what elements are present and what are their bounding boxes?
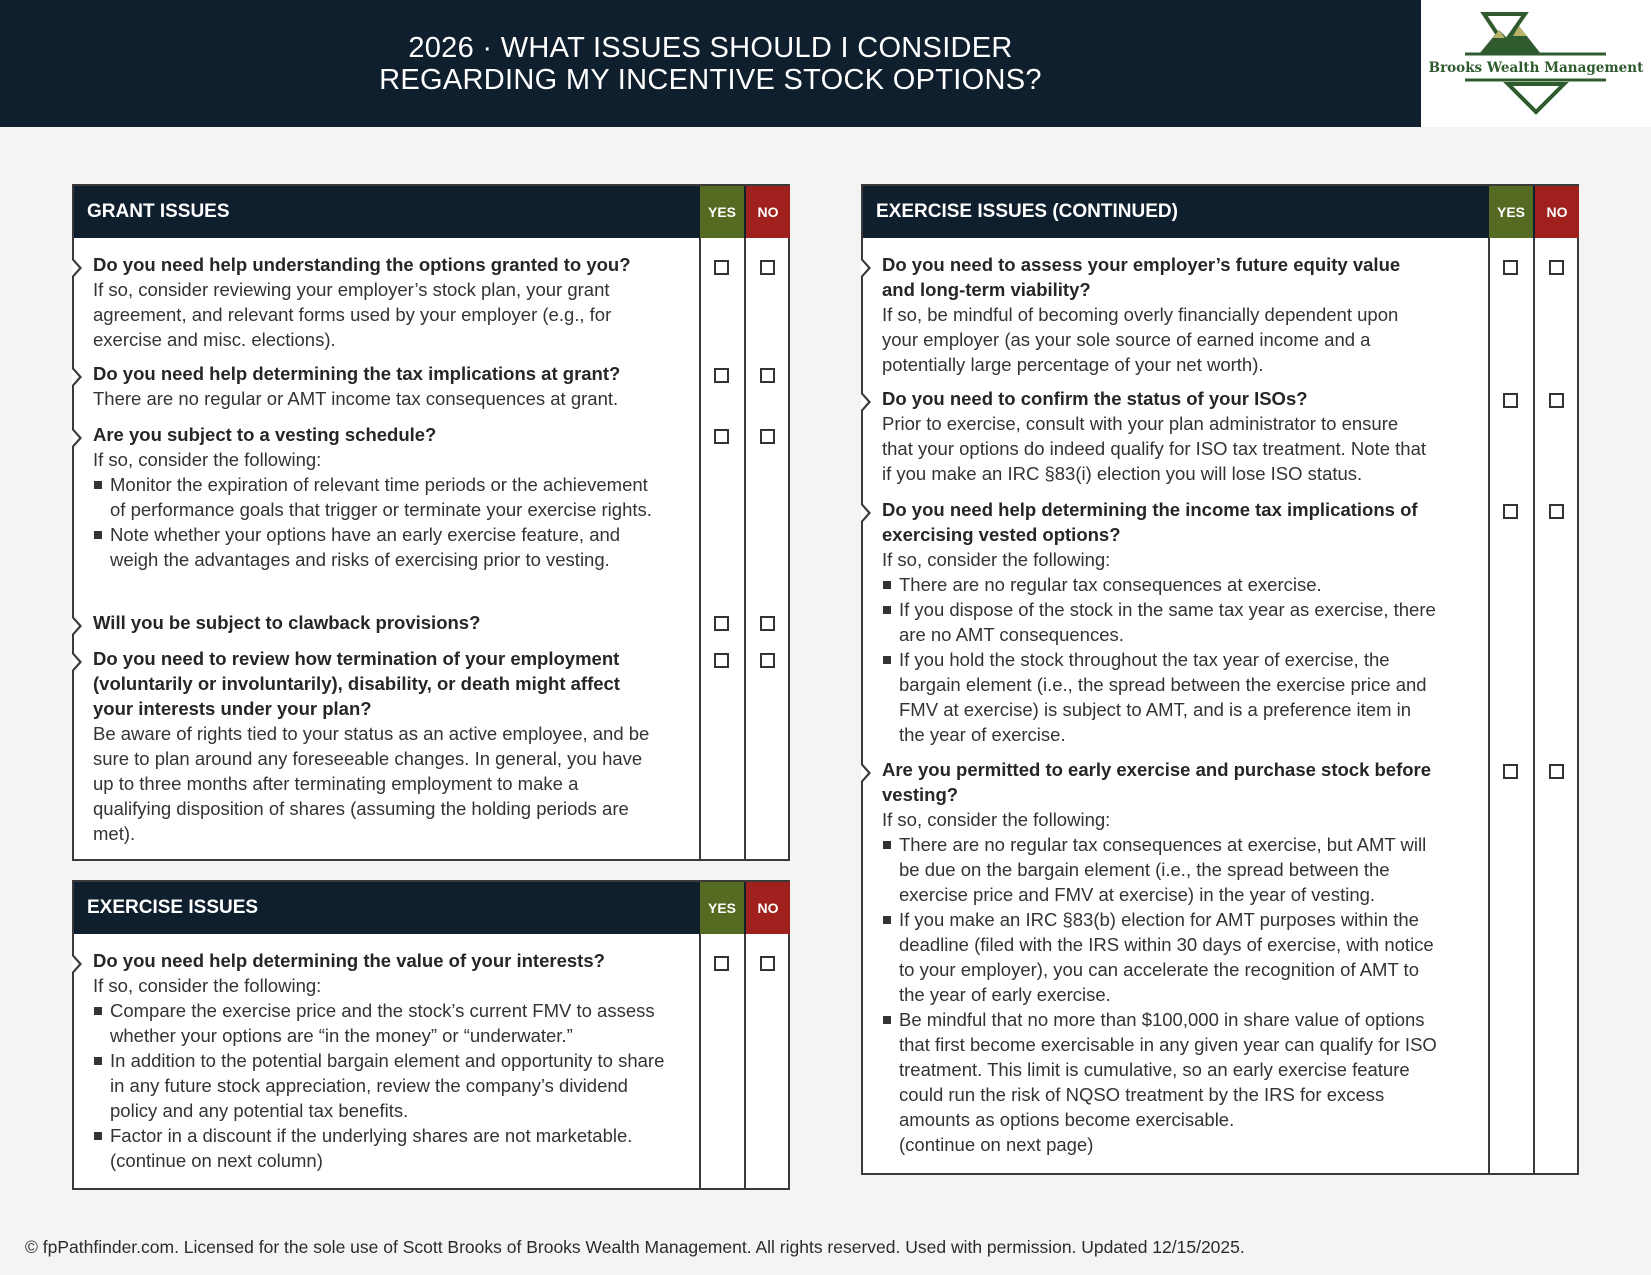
pointer-arrow-icon xyxy=(862,258,871,278)
grant-issues-title: GRANT ISSUES xyxy=(87,201,230,222)
yes-column-header: YES xyxy=(1489,186,1533,238)
yes-checkbox[interactable] xyxy=(714,260,729,275)
question-text: Are you permitted to early exercise and purchase stock before vesting? xyxy=(882,759,1432,805)
bullet-item: There are no regular tax consequences at exercise, but AMT will be due on the bargain element (i.e., the spread between the exercise price and FMV at exercise) in the year of vesting. xyxy=(882,832,1437,907)
exercise-cont-item-3 xyxy=(882,497,1437,747)
no-checkbox[interactable] xyxy=(760,616,775,631)
pointer-arrow-icon xyxy=(862,392,871,412)
bullet-item: Note whether your options have an early exercise feature, and weigh the advantages and risks of exercising prior to vesting. xyxy=(93,522,658,572)
pointer-arrow-icon xyxy=(73,954,82,974)
pointer-arrow-icon xyxy=(73,652,82,672)
pointer-arrow-icon xyxy=(73,616,82,636)
answer-text: If so, consider the following: xyxy=(93,449,322,470)
answer-text: There are no regular or AMT income tax consequences at grant. xyxy=(93,388,619,409)
bullet-item: Compare the exercise price and the stock’s current FMV to assess whether your options are “in the money” or “underwater.” xyxy=(93,998,668,1048)
grant-item-1 xyxy=(93,252,653,352)
bullet-item: There are no regular tax consequences at exercise. xyxy=(882,572,1437,597)
yes-checkbox[interactable] xyxy=(714,956,729,971)
pointer-arrow-icon xyxy=(73,367,82,387)
continue-note: (continue on next column) xyxy=(110,1150,323,1171)
bullet-item: Factor in a discount if the underlying shares are not marketable. xyxy=(93,1123,668,1148)
grant-item-4 xyxy=(93,610,653,635)
yes-checkbox[interactable] xyxy=(1503,260,1518,275)
yes-checkbox[interactable] xyxy=(1503,764,1518,779)
brand-logo xyxy=(1421,0,1651,127)
no-checkbox[interactable] xyxy=(760,429,775,444)
answer-text: If so, be mindful of becoming overly financially dependent upon your employer (as your sole source of earned income and a potentially large percentage of your net worth). xyxy=(882,304,1399,375)
no-checkbox[interactable] xyxy=(760,260,775,275)
exercise-issues-title: EXERCISE ISSUES xyxy=(87,897,259,918)
column-divider xyxy=(699,934,701,1188)
pointer-arrow-icon xyxy=(862,763,871,783)
no-column-header: NO xyxy=(1535,186,1579,238)
bullet-item: If you make an IRC §83(b) election for AMT purposes within the deadline (filed with the IRS within 30 days of exercise, with notice to your employer), you can accelerate the recognition of AMT to the year of early exercise. xyxy=(882,907,1437,1007)
yes-column-header: YES xyxy=(700,882,744,934)
exercise-continued-title: EXERCISE ISSUES (CONTINUED) xyxy=(876,201,1178,222)
answer-text: If so, consider the following: xyxy=(882,809,1111,830)
exercise-issues-panel xyxy=(72,880,790,1190)
yes-checkbox[interactable] xyxy=(714,429,729,444)
question-text: Are you subject to a vesting schedule? xyxy=(93,424,437,445)
yes-checkbox[interactable] xyxy=(714,653,729,668)
continue-note: (continue on next page) xyxy=(899,1134,1094,1155)
bullet-item: In addition to the potential bargain element and opportunity to share in any future stock appreciation, review the company’s dividend policy and any potential tax benefits. xyxy=(93,1048,668,1123)
question-text: Do you need to assess your employer’s future equity value and long-term viability? xyxy=(882,254,1401,300)
exercise-item-1 xyxy=(93,948,668,1173)
yes-checkbox[interactable] xyxy=(714,368,729,383)
answer-text: Be aware of rights tied to your status as an active employee, and be sure to plan around any foreseeable changes. In general, you have up to three months after terminating employment to make a qualifying disposition of shares (assuming the holding periods are met). xyxy=(93,723,650,844)
question-text: Do you need to confirm the status of your ISOs? xyxy=(882,388,1308,409)
exercise-cont-item-2 xyxy=(882,386,1427,486)
page-title-line-2: REGARDING MY INCENTIVE STOCK OPTIONS? xyxy=(379,63,1042,96)
bullet-item: Monitor the expiration of relevant time periods or the achievement of performance goals that trigger or terminate your exercise rights. xyxy=(93,472,658,522)
grant-issues-header xyxy=(74,186,788,238)
question-text: Do you need help determining the income tax implications of exercising vested options? xyxy=(882,499,1418,545)
answer-text: If so, consider the following: xyxy=(882,549,1111,570)
column-divider xyxy=(744,238,746,859)
question-text: Will you be subject to clawback provisions? xyxy=(93,612,481,633)
no-checkbox[interactable] xyxy=(1549,260,1564,275)
exercise-issues-header xyxy=(74,882,788,934)
column-divider xyxy=(744,934,746,1188)
answer-text: If so, consider reviewing your employer’s stock plan, your grant agreement, and relevant forms used by your employer (e.g., for exercise and misc. elections). xyxy=(93,279,612,350)
question-text: Do you need help determining the value of your interests? xyxy=(93,950,605,971)
column-divider xyxy=(699,238,701,859)
yes-checkbox[interactable] xyxy=(1503,393,1518,408)
bullet-item: If you hold the stock throughout the tax year of exercise, the bargain element (i.e., the spread between the exercise price and FMV at exercise) is subject to AMT, and is a preference item in the year of exercise. xyxy=(882,647,1437,747)
brand-name: Brooks Wealth Management xyxy=(1428,60,1644,76)
no-column-header: NO xyxy=(746,186,790,238)
no-checkbox[interactable] xyxy=(760,956,775,971)
grant-item-5 xyxy=(93,646,653,846)
grant-item-3 xyxy=(93,422,658,572)
grant-item-2 xyxy=(93,361,653,411)
pointer-arrow-icon xyxy=(862,503,871,523)
no-checkbox[interactable] xyxy=(1549,393,1564,408)
grant-issues-panel xyxy=(72,184,790,861)
exercise-continued-header xyxy=(863,186,1577,238)
no-column-header: NO xyxy=(746,882,790,934)
column-divider xyxy=(1533,238,1535,1173)
no-checkbox[interactable] xyxy=(1549,764,1564,779)
yes-checkbox[interactable] xyxy=(714,616,729,631)
pointer-arrow-icon xyxy=(73,258,82,278)
exercise-continued-panel xyxy=(861,184,1579,1175)
no-checkbox[interactable] xyxy=(1549,504,1564,519)
no-checkbox[interactable] xyxy=(760,653,775,668)
question-text: Do you need help determining the tax implications at grant? xyxy=(93,363,621,384)
question-text: Do you need to review how termination of your employment (voluntarily or involuntarily), disability, or death might affect your interests under your plan? xyxy=(93,648,620,719)
bullet-item: If you dispose of the stock in the same tax year as exercise, there are no AMT consequences. xyxy=(882,597,1437,647)
copyright-footer: © fpPathfinder.com. Licensed for the sole use of Scott Brooks of Brooks Wealth Management. All rights reserved. Used with permission. Updated 12/15/2025. xyxy=(25,1237,1245,1257)
exercise-cont-item-4 xyxy=(882,757,1437,1157)
answer-text: Prior to exercise, consult with your plan administrator to ensure that your options do indeed qualify for ISO tax treatment. Note that if you make an IRC §83(i) election you will lose ISO status. xyxy=(882,413,1427,484)
column-divider xyxy=(1488,238,1490,1173)
page-header xyxy=(0,0,1421,127)
question-text: Do you need help understanding the options granted to you? xyxy=(93,254,631,275)
exercise-cont-item-1 xyxy=(882,252,1427,377)
yes-checkbox[interactable] xyxy=(1503,504,1518,519)
page-title-line-1: 2026 · WHAT ISSUES SHOULD I CONSIDER xyxy=(408,31,1013,64)
yes-column-header: YES xyxy=(700,186,744,238)
pointer-arrow-icon xyxy=(73,428,82,448)
no-checkbox[interactable] xyxy=(760,368,775,383)
bullet-item: Be mindful that no more than $100,000 in share value of options that first become exercisable in any given year can qualify for ISO treatment. This limit is cumulative, so an early exercise feature could run the risk of NQSO treatment by the IRS for excess amounts as options become exercisable. xyxy=(882,1007,1437,1132)
answer-text: If so, consider the following: xyxy=(93,975,322,996)
